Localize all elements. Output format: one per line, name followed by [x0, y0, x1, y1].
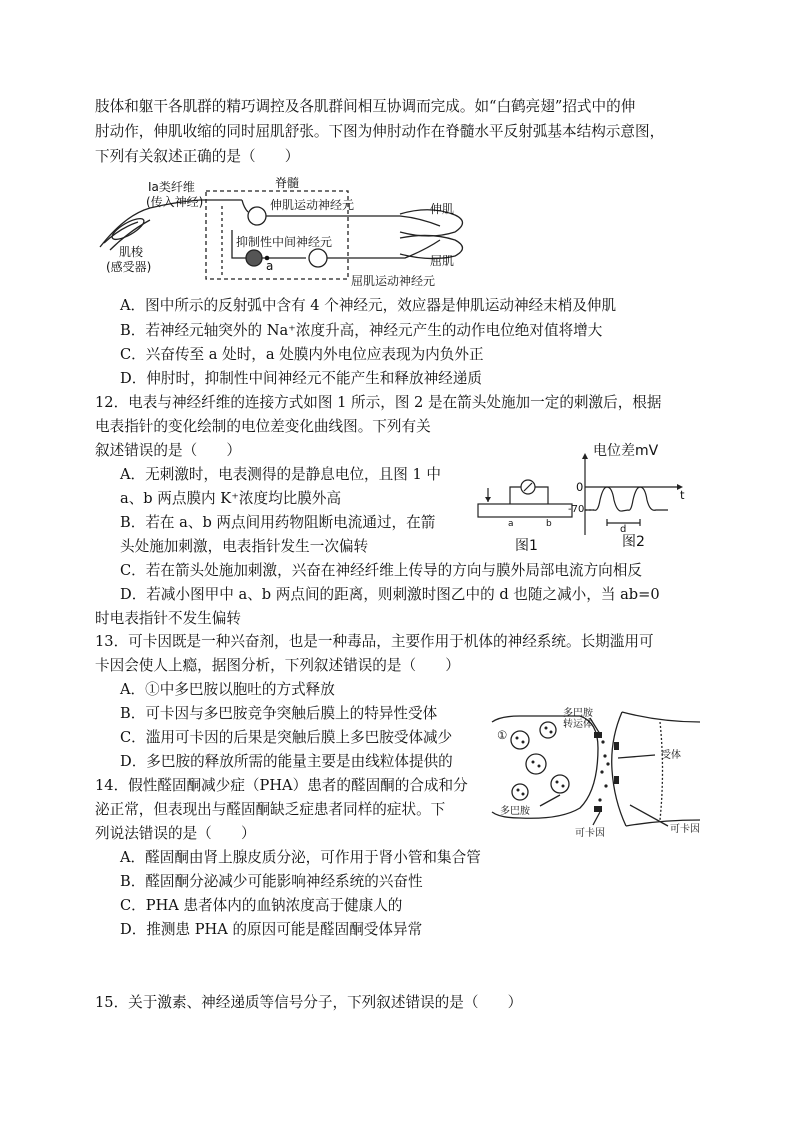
extensor-muscle-label: 伸肌: [430, 202, 455, 216]
dopamine-label: 多巴胺: [500, 806, 530, 817]
circle-one-label: ①: [497, 728, 508, 742]
q13-option-d: D．多巴胺的释放所需的能量主要是由线粒体提供的: [120, 753, 453, 770]
q12-option-b-1: B．若在 a、b 两点间用药物阻断电流通过，在箭: [120, 514, 436, 531]
cocaine-label-2: 可卡因: [670, 824, 700, 835]
receptor-label: 受体: [661, 750, 681, 761]
b-label: b: [546, 519, 552, 529]
q12-stem-2: 电表指针的变化绘制的电位差变化曲线图。下列有关: [95, 418, 431, 435]
neg70-tick: -70: [568, 504, 585, 515]
inhibitory-interneuron-label: 抑制性中间神经元: [236, 235, 333, 249]
q12-option-c: C．若在箭头处施加刺激，兴奋在神经纤维上传导的方向与膜外局部电流方向相反: [120, 562, 642, 579]
intro-line-3: 下列有关叙述正确的是（ ）: [95, 148, 300, 165]
time-axis-label: t: [680, 488, 685, 502]
transporter-label-2: 转运体: [563, 719, 593, 730]
q14-stem-2: 泌正常，但表现出与醛固酮缺乏症患者同样的症状。下: [95, 801, 446, 818]
q11-option-a: A．图中所示的反射弧中含有 4 个神经元，效应器是伸肌运动神经末梢及伸肌: [120, 297, 617, 314]
d-label: d: [620, 524, 627, 535]
q14-option-a: A．醛固酮由肾上腺皮质分泌，可作用于肾小管和集合管: [120, 849, 481, 866]
q14-stem-3: 列说法错误的是（ ）: [95, 825, 256, 842]
q12-stem-3: 叙述错误的是（ ）: [95, 442, 241, 459]
cocaine-label-1: 可卡因: [575, 828, 605, 839]
q13-option-a: A．①中多巴胺以胞吐的方式释放: [120, 681, 335, 698]
q14-option-c: C．PHA 患者体内的血钠浓度高于健康人的: [120, 897, 403, 914]
ia-fiber-label: Ⅰa类纤维: [148, 180, 195, 194]
q13-option-c: C．滥用可卡因的后果是突触后膜上多巴胺受体减少: [120, 729, 453, 746]
intro-line-1: 肢体和躯干各肌群的精巧调控及各肌群间相互协调而完成。如“白鹤亮翅”招式中的伸: [95, 98, 636, 115]
point-a-label: a: [266, 259, 274, 273]
extensor-motor-neuron-label: 伸肌运动神经元: [270, 198, 355, 212]
potential-axis-label: 电位差mV: [593, 443, 659, 459]
a-label: a: [508, 519, 514, 529]
receptor-label: (感受器): [106, 260, 152, 274]
flexor-muscle-label: 屈肌: [430, 254, 455, 268]
q14-stem-1: 14．假性醛固酮减少症（PHA）患者的醛固酮的合成和分: [95, 777, 468, 794]
q12-option-a-1: A．无刺激时，电表测得的是静息电位，且图 1 中: [120, 466, 441, 483]
q12-stem-1: 12．电表与神经纤维的连接方式如图 1 所示，图 2 是在箭头处施加一定的刺激后，根据: [95, 394, 662, 411]
q15-stem: 15．关于激素、神经递质等信号分子，下列叙述错误的是（ ）: [95, 994, 523, 1011]
intro-line-2: 肘动作，伸肌收缩的同时屈肌舒张。下图为伸肘动作在脊髓水平反射弧基本结构示意图，: [95, 123, 665, 140]
afferent-label: (传入神经): [146, 195, 204, 209]
q13-stem-2: 卡因会使人上瘾，据图分析，下列叙述错误的是（ ）: [95, 657, 460, 674]
muscle-spindle-label: 肌梭: [119, 245, 144, 259]
q13-stem-1: 13．可卡因既是一种兴奋剂，也是一种毒品，主要作用于机体的神经系统。长期滥用可: [95, 633, 654, 650]
q12-option-d-1: D．若减小图甲中 a、b 两点间的距离，则刺激时图乙中的 d 也随之减小，当 ab=0: [120, 586, 660, 603]
zero-tick: 0: [576, 480, 584, 494]
q12-option-d-2: 时电表指针不发生偏转: [95, 610, 241, 627]
q11-option-b: B．若神经元轴突外的 Na⁺浓度升高，神经元产生的动作电位绝对值将增大: [120, 322, 603, 339]
transporter-label-1: 多巴胺: [563, 708, 593, 719]
q12-option-b-2: 头处施加刺激，电表指针发生一次偏转: [120, 538, 369, 555]
fig1-caption: 图1: [515, 538, 538, 554]
q11-option-c: C．兴奋传至 a 处时，a 处膜内外电位应表现为内负外正: [120, 346, 484, 363]
q12-option-a-2: a、b 两点膜内 K⁺浓度均比膜外高: [120, 490, 342, 507]
q13-option-b: B．可卡因与多巴胺竞争突触后膜上的特异性受体: [120, 705, 438, 722]
fig2-caption: 图2: [622, 534, 645, 550]
flexor-motor-neuron-label: 屈肌运动神经元: [351, 274, 436, 288]
spinal-cord-label: 脊髓: [275, 176, 300, 190]
q14-option-d: D．推测患 PHA 的原因可能是醛固酮受体异常: [120, 921, 423, 938]
q11-option-d: D．伸肘时，抑制性中间神经元不能产生和释放神经递质: [120, 370, 482, 387]
q14-option-b: B．醛固酮分泌减少可能影响神经系统的兴奋性: [120, 873, 423, 890]
